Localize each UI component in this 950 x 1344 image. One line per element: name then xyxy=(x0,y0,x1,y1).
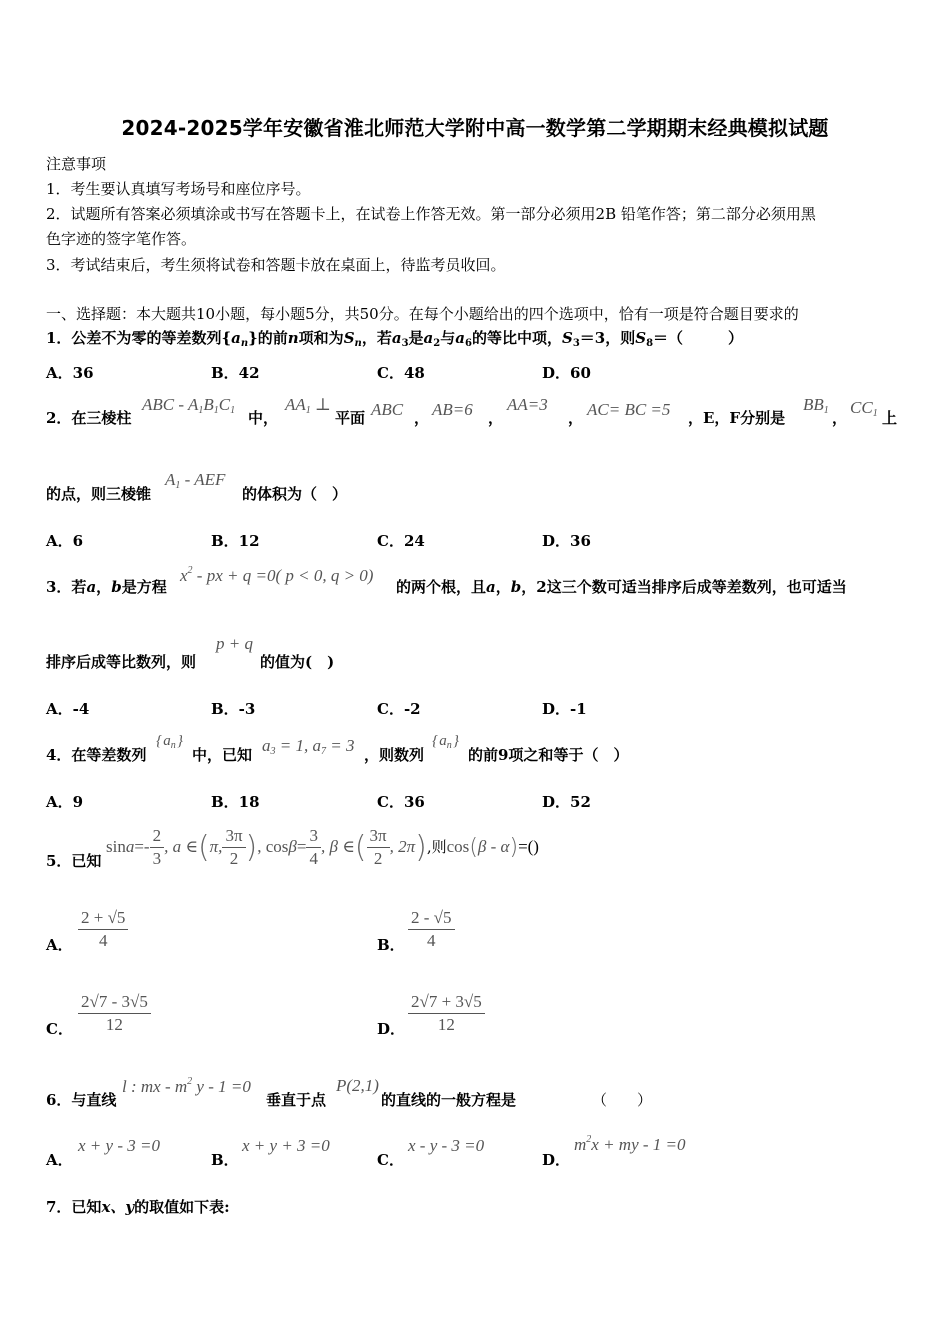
q2-bb1: $BB_1$ xyxy=(803,395,829,416)
q2-aa1: $AA_1$ ⊥ xyxy=(285,395,332,416)
q1-sub: 3 xyxy=(401,338,409,349)
q2-option-a[interactable]: A．6 xyxy=(46,532,84,550)
q1-sub: 2 xyxy=(433,338,441,349)
q1-sub-n: n xyxy=(240,338,249,349)
q5-option-a-label[interactable]: A． xyxy=(46,936,73,954)
q1-text: 是 xyxy=(408,329,424,347)
q1-sub: 6 xyxy=(465,338,472,349)
q6-option-d-label[interactable]: D． xyxy=(542,1151,571,1169)
q1-text: 与 xyxy=(440,329,456,347)
q1-text: ＝3，则 xyxy=(579,329,636,347)
notice-heading: 注意事项 xyxy=(46,155,107,173)
q2-option-c[interactable]: C．24 xyxy=(377,532,425,550)
q6-option-c-label[interactable]: C． xyxy=(377,1151,404,1169)
q2-text: ，E，F分别是 xyxy=(688,409,786,427)
q2-comma: ， xyxy=(488,409,504,427)
q1-option-c[interactable]: C．48 xyxy=(377,364,425,382)
q1-a3: a xyxy=(391,329,402,347)
q1-sub-n: n xyxy=(354,338,362,349)
q2-option-b[interactable]: B．12 xyxy=(211,532,260,550)
q5-label: 5．已知 xyxy=(46,852,102,870)
q1-text: ＝（ ） xyxy=(653,329,744,347)
q2-text-line2: 的点，则三棱锥 xyxy=(46,485,152,503)
q4-sequence: { $a_n$ } xyxy=(156,733,184,751)
q6-line: l : mx - $m^2$ y - 1 =0 xyxy=(122,1076,251,1096)
q5-option-a-value: $\frac{2 + √5}{4}$ xyxy=(78,908,128,951)
q2-text: 中， xyxy=(248,409,279,427)
q4-text: ，则数列 xyxy=(364,746,425,764)
q5-condition: sina=- $\frac{2}{3}$ , a ∈(π, $\frac{3\pi}{2}$ ), cosβ= $\frac{3}{4}$ , β ∈( $\frac{3\pi}{2}$ , 2π),则cos(β - α)=() xyxy=(106,826,539,868)
notice-item-3: 3．考试结束后，考生须将试卷和答题卡放在桌面上，待监考员收回。 xyxy=(46,256,506,274)
q6-option-a-value: x + y - 3 =0 xyxy=(78,1136,160,1155)
q4-option-a[interactable]: A．9 xyxy=(46,793,84,811)
q2-cc1: $CC_1$ xyxy=(850,398,878,419)
q4-option-b[interactable]: B．18 xyxy=(211,793,260,811)
q3-text-line2: 的值为( ) xyxy=(260,653,335,671)
question-7: 7．已知x、y的取值如下表: xyxy=(46,1198,230,1216)
q2-text: 平面 xyxy=(335,409,366,427)
q1-sub: 8 xyxy=(646,338,654,349)
q6-text: 的直线的一般方程是 xyxy=(381,1091,517,1109)
notice-item-2-cont: 色字迹的签字笔作答。 xyxy=(46,230,197,248)
q3-option-b[interactable]: B．-3 xyxy=(211,700,256,718)
q6-text: 垂直于点 xyxy=(266,1091,327,1109)
q6-option-b-label[interactable]: B． xyxy=(211,1151,239,1169)
notice-item-1: 1．考生要认真填写考场号和座位序号。 xyxy=(46,180,311,198)
q1-text: 项和为 xyxy=(298,329,344,347)
q2-label: 2．在三棱柱 xyxy=(46,409,132,427)
q2-comma: ， xyxy=(414,409,430,427)
q3-label: 3．若a，b是方程 xyxy=(46,578,167,596)
q1-option-b[interactable]: B．42 xyxy=(211,364,260,382)
q4-text: 的前9项之和等于（ ） xyxy=(468,746,629,764)
q1-n: n xyxy=(287,329,299,347)
q4-label: 4．在等差数列 xyxy=(46,746,147,764)
question-1 xyxy=(46,327,743,349)
page-title: 2024-2025学年安徽省淮北师范大学附中高一数学第二学期期末经典模拟试题 xyxy=(121,116,829,140)
q5-option-d-value: $\frac{2√7 + 3√5}{12}$ xyxy=(408,992,485,1035)
q6-label: 6．与直线 xyxy=(46,1091,117,1109)
q2-prism: ABC - $A_1B_1C_1$ xyxy=(142,395,236,416)
q1-a: a xyxy=(231,329,241,347)
q2-option-d[interactable]: D．36 xyxy=(542,532,591,550)
q3-option-a[interactable]: A．-4 xyxy=(46,700,90,718)
q2-comma: ， xyxy=(832,409,848,427)
q6-option-b-value: x + y + 3 =0 xyxy=(242,1136,330,1155)
q1-text: }的前 xyxy=(248,329,288,347)
q3-text: 的两个根，且a，b，2这三个数可适当排序后成等差数列，也可适当 xyxy=(396,578,847,596)
q6-option-c-value: x - y - 3 =0 xyxy=(408,1136,485,1155)
q1-S: S xyxy=(343,329,355,347)
q4-option-c[interactable]: C．36 xyxy=(377,793,425,811)
q3-option-d[interactable]: D．-1 xyxy=(542,700,587,718)
q1-S3: S xyxy=(561,329,573,347)
q3-text-line2: 排序后成等比数列，则 xyxy=(46,653,197,671)
section-heading: 一、选择题：本大题共10小题，每小题5分，共50分。在每个小题给出的四个选项中，恰有一项是符合题目要求的 xyxy=(46,305,799,323)
q1-a2: a xyxy=(423,329,434,347)
q2-aa1-value: AA=3 xyxy=(507,395,548,414)
q2-ac-bc: AC= BC =5 xyxy=(587,400,671,419)
q6-option-a-label[interactable]: A． xyxy=(46,1151,73,1169)
q4-given: $a_3 = 1$, $a_7 = 3$ xyxy=(262,736,355,757)
notice-item-2: 2．试题所有答案必须填涂或书写在答题卡上，在试卷上作答无效。第一部分必须用2B 铅笔作答；第二部分必须用黑 xyxy=(46,205,816,223)
q1-option-d[interactable]: D．60 xyxy=(542,364,591,382)
q1-S8: S xyxy=(635,329,647,347)
q5-option-c-label[interactable]: C． xyxy=(46,1020,73,1038)
q1-text: ，若 xyxy=(361,329,392,347)
q5-option-b-label[interactable]: B． xyxy=(377,936,405,954)
q6-option-d-value: $m^2x$ + my - 1 =0 xyxy=(574,1134,686,1154)
q3-equation: $x^2$ - px + q =0( p < 0, q > 0) xyxy=(180,565,374,585)
q1-text: 的等比中项， xyxy=(471,329,562,347)
q4-text: 中，已知 xyxy=(192,746,253,764)
q1-text: 1．公差不为零的等差数列{ xyxy=(46,329,232,347)
q1-option-a[interactable]: A．36 xyxy=(46,364,94,382)
q4-option-d[interactable]: D．52 xyxy=(542,793,591,811)
q2-pyramid: $A_1$ - AEF xyxy=(165,470,226,491)
q2-abc: ABC xyxy=(371,400,404,419)
q2-ab: AB=6 xyxy=(432,400,473,419)
q4-sequence-2: { $a_n$ } xyxy=(432,733,460,751)
q5-option-b-value: $\frac{2 - √5}{4}$ xyxy=(408,908,455,951)
q5-option-c-value: $\frac{2√7 - 3√5}{12}$ xyxy=(78,992,151,1035)
q3-option-c[interactable]: C．-2 xyxy=(377,700,421,718)
q6-point: P(2,1) xyxy=(336,1076,379,1095)
q2-text: 上 xyxy=(882,409,898,427)
q5-option-d-label[interactable]: D． xyxy=(377,1020,406,1038)
q3-p-plus-q: p + q xyxy=(216,634,253,653)
q2-comma: ， xyxy=(568,409,584,427)
q1-a6: a xyxy=(455,329,465,347)
q2-text-line2: 的体积为（ ） xyxy=(242,485,348,503)
q1-sub: 3 xyxy=(572,338,580,349)
q6-answer-blank: （ ） xyxy=(592,1091,653,1109)
